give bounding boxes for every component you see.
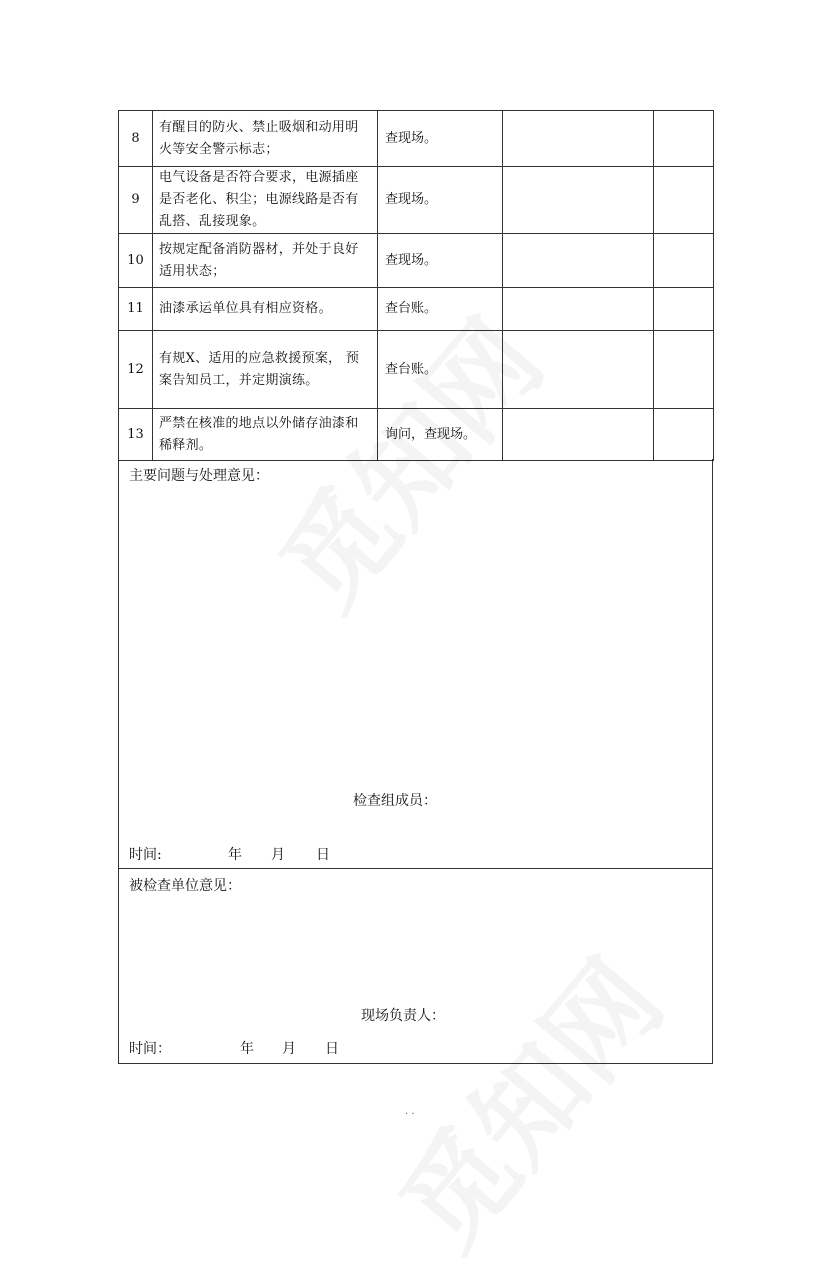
- table-row: [119, 167, 714, 234]
- issues-section: [118, 459, 713, 869]
- day-label: 日: [316, 847, 330, 863]
- result-cell: [503, 331, 654, 409]
- remark-cell: [654, 234, 714, 288]
- result-cell: [503, 288, 654, 331]
- check-item: 有醒目的防火、禁止吸烟和动用明火等安全警示标志；: [153, 111, 378, 167]
- inspected-unit-section: [118, 869, 713, 1064]
- row-number: 9: [119, 167, 153, 234]
- time-label: 时间:: [129, 847, 162, 863]
- remark-cell: [654, 111, 714, 167]
- check-item: 有规X、适用的应急救援预案， 预案告知员工，并定期演练。: [153, 331, 378, 409]
- check-item: 电气设备是否符合要求，电源插座是否老化、积尘；电源线路是否有乱搭、乱接现象。: [153, 167, 378, 234]
- inspected-unit-label: 被检查单位意见：: [129, 878, 241, 894]
- issues-label: 主要问题与处理意见：: [129, 468, 269, 484]
- issues-date-line: [129, 844, 389, 864]
- row-number: 13: [119, 409, 153, 461]
- check-method: 查现场。: [378, 111, 503, 167]
- inspection-table: [118, 110, 714, 461]
- result-cell: [503, 234, 654, 288]
- remark-cell: [654, 409, 714, 461]
- row-number: 12: [119, 331, 153, 409]
- remark-cell: [654, 331, 714, 409]
- result-cell: [503, 409, 654, 461]
- year-label: 年: [240, 1041, 254, 1057]
- check-item: 严禁在核准的地点以外储存油漆和稀释剂。: [153, 409, 378, 461]
- remark-cell: [654, 167, 714, 234]
- check-method: 询问，查现场。: [378, 409, 503, 461]
- check-item: 按规定配备消防器材，并处于良好适用状态；: [153, 234, 378, 288]
- table-row: [119, 111, 714, 167]
- row-number: 8: [119, 111, 153, 167]
- inspected-date-line: [129, 1038, 389, 1058]
- table-row: [119, 331, 714, 409]
- day-label: 日: [325, 1041, 339, 1057]
- check-method: 查台账。: [378, 288, 503, 331]
- month-label: 月: [282, 1041, 296, 1057]
- row-number: 10: [119, 234, 153, 288]
- result-cell: [503, 111, 654, 167]
- result-cell: [503, 167, 654, 234]
- inspector-signature-label: 检查组成员：: [353, 793, 437, 809]
- site-manager-signature-label: 现场负责人：: [361, 1008, 445, 1024]
- page-mark: . .: [405, 1106, 415, 1117]
- check-method: 查现场。: [378, 167, 503, 234]
- month-label: 月: [271, 847, 285, 863]
- row-number: 11: [119, 288, 153, 331]
- check-item: 油漆承运单位具有相应资格。: [153, 288, 378, 331]
- remark-cell: [654, 288, 714, 331]
- check-method: 查台账。: [378, 331, 503, 409]
- table-row: [119, 409, 714, 461]
- year-label: 年: [228, 847, 242, 863]
- table-row: [119, 234, 714, 288]
- check-method: 查现场。: [378, 234, 503, 288]
- table-row: [119, 288, 714, 331]
- time-label: 时间：: [129, 1041, 171, 1057]
